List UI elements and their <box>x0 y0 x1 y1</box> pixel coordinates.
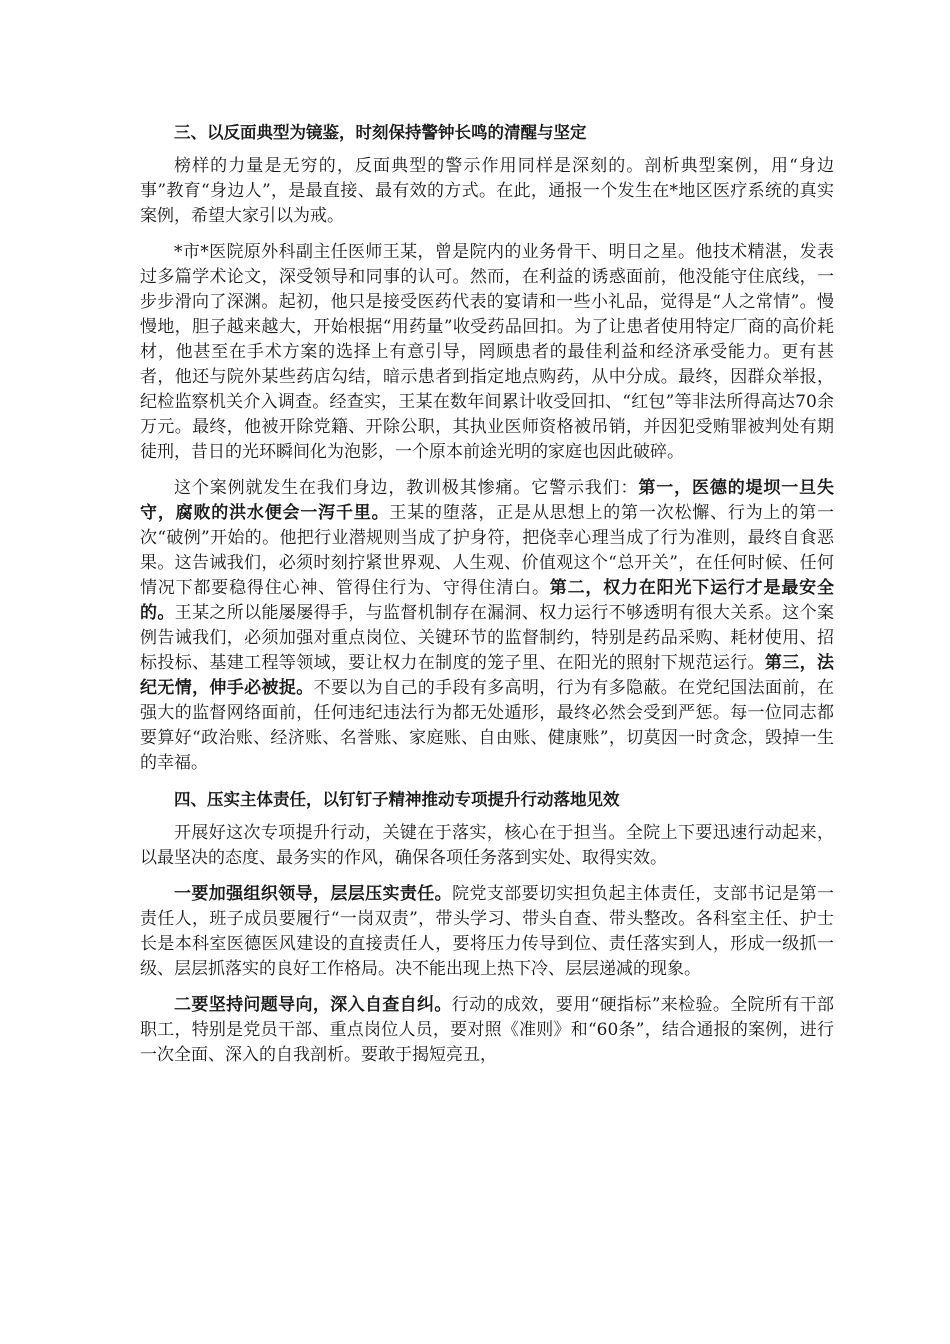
section-3-lessons-paragraph <box>140 476 834 776</box>
lesson-1-bold: 第一，医德的堤坝一旦失守，腐败的洪水便会一泻千里。 <box>140 478 835 523</box>
section-4-heading: 四、压实主体责任，以钉钉子精神推动专项提升行动落地见效 <box>174 790 620 809</box>
point-1-bold: 一要加强组织领导，层层压实责任。 <box>174 884 453 904</box>
section-3-heading: 三、以反面典型为镜鉴，时刻保持警钟长鸣的清醒与坚定 <box>174 123 587 142</box>
point-2-bold: 二要坚持问题导向，深入自查自纠。 <box>174 995 452 1015</box>
section-4-paragraph-1: 开展好这次专项提升行动，关键在于落实，核心在于担当。全院上下要迅速行动起来，以最坚决的态度、最务实的作风，确保各项任务落到实处、取得实效。 <box>140 823 834 868</box>
lessons-intro-text: 这个案例就发生在我们身边，教训极其惨痛。它警示我们： <box>174 478 639 498</box>
lesson-2-bold: 第二，权力在阳光下运行才是最安全的。 <box>140 578 835 623</box>
document-page <box>140 120 834 1079</box>
section-3-case-paragraph: *市*医院原外科副主任医师王某，曾是院内的业务骨干、明日之星。他技术精湛，发表过多篇学术论文，深受领导和同事的认可。然而，在利益的诱惑面前，他没能守住底线，一步步滑向了深渊。起初，他只是接受医药代表的宴请和一些小礼品，觉得是“人之常情”。慢慢地，胆子越来越大，开始根据“用药量”收受药品回扣。为了让患者使用特定厂商的高价耗材，他甚至在手术方案的选择上有意引导，罔顾患者的最佳利益和经济承受能力。更有甚者，他还与院外某些药店勾结，暗示患者到指定地点购药，从中分成。最终，因群众举报，纪检监察机关介入调查。经查实，王某在数年间累计收受回扣、“红包”等非法所得高达70余万元。最终，他被开除党籍、开除公职，其执业医师资格被吊销，并因犯受贿罪被判处有期徒刑，昔日的光环瞬间化为泡影，一个原本前途光明的家庭也因此破碎。 <box>140 242 834 462</box>
point-1-text: 院党支部要切实担负起主体责任，支部书记是第一责任人，班子成员要履行“一岗双责”，带头学习、带头自查、带头整改。各科室主任、护士长是本科室医德医风建设的直接责任人，要将压力传导到位、责任落实到人，形成一级抓一级、层层抓落实的良好工作格局。决不能出现上热下冷、层层递减的现象。 <box>140 884 835 979</box>
lesson-3-bold: 第三，法纪无情，伸手必被捉。 <box>140 653 834 698</box>
section-3-paragraph-1: 榜样的力量是无穷的，反面典型的警示作用同样是深刻的。剖析典型案例，用“身边事”教育“身边人”，是最直接、最有效的方式。在此，通报一个发生在*地区医疗系统的真实案例，希望大家引以为戒。 <box>140 156 834 226</box>
lesson-3-text: 不要以为自己的手段有多高明，行为有多隐蔽。在党纪国法面前，在强大的监督网络面前，任何违纪违法行为都无处遁形，最终必然会受到严惩。每一位同志都要算好“政治账、经济账、名誉账、家庭账、自由账、健康账”，切莫因一时贪念，毁掉一生的幸福。 <box>140 678 835 773</box>
lesson-2-text: 王某之所以能屡屡得手，与监督机制存在漏洞、权力运行不够透明有很大关系。这个案例告诫我们，必须加强对重点岗位、关键环节的监督制约，特别是药品采购、耗材使用、招标投标、基建工程等领域，要让权力在制度的笼子里、在阳光的照射下规范运行。 <box>140 603 834 673</box>
section-4-point-1-paragraph <box>140 882 834 982</box>
section-4-point-2-paragraph <box>140 993 834 1068</box>
point-2-text: 行动的成效，要用“硬指标”来检验。全院所有干部职工，特别是党员干部、重点岗位人员，要对照《准则》和“60条”，结合通报的案例，进行一次全面、深入的自我剖析。要敢于揭短亮丑， <box>140 995 834 1065</box>
lesson-1-text: 王某的堕落，正是从思想上的第一次松懈、行为上的第一次“破例”开始的。他把行业潜规则当成了护身符，把侥幸心理当成了行为准则，最终自食恶果。这告诫我们，必须时刻拧紧世界观、人生观、价值观这个“总开关”，在任何时候、任何情况下都要稳得住心神、管得住行为、守得住清白。 <box>140 503 834 598</box>
